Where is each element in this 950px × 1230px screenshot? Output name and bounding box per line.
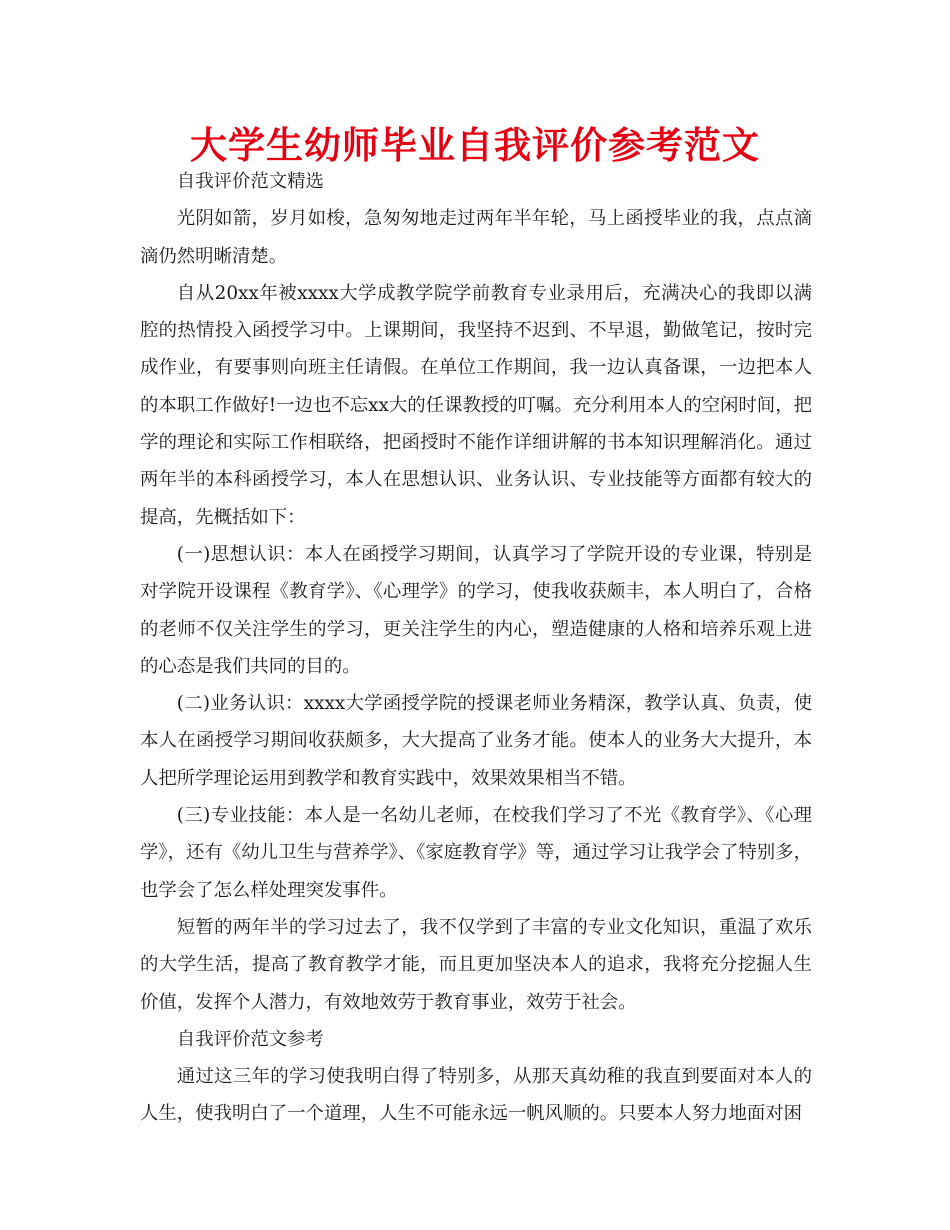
paragraph-skills: (三)专业技能：本人是一名幼儿老师，在校我们学习了不光《教育学》、《心理学》，还有《幼儿卫生与营养学》、《家庭教育学》等，通过学习让我学会了特别多，也学会了怎么样处理突发事件。 — [140, 805, 812, 901]
paragraph-intro: 光阴如箭，岁月如梭，急匆匆地走过两年半年轮，马上函授毕业的我，点点滴滴仍然明晰清楚。 — [140, 208, 812, 267]
section-heading-selected: 自我评价范文精选 — [176, 171, 324, 192]
paragraph-summary: 短暂的两年半的学习过去了，我不仅学到了丰富的专业文化知识，重温了欢乐的大学生活，提高了教育教学才能，而且更加坚决本人的追求，我将充分挖掘人生价值，发挥个人潜力，有效地效劳于教育事业，效劳于社会。 — [140, 916, 812, 1013]
paragraph-professional: (二)业务认识：xxxx大学函授学院的授课老师业务精深，教学认真、负责，使本人在函授学习期间收获颇多，大大提高了业务才能。使本人的业务大大提升，本人把所学理论运用到教学和教育实践中，效果效果相当不错。 — [140, 693, 812, 789]
section-heading-reference: 自我评价范文参考 — [176, 1028, 324, 1050]
paragraph-ideological: (一)思想认识：本人在函授学习期间，认真学习了学院开设的专业课，特别是对学院开设课程《教育学》、《心理学》的学习，使我收获颇丰，本人明白了，合格的老师不仅关注学生的学习，更关注学生的内心，塑造健康的人格和培养乐观上进的心态是我们共同的目的。 — [140, 543, 812, 677]
paragraph-study-overview: 自从20xx年被xxxx大学成教学院学前教育专业录用后，充满决心的我即以满腔的热情投入函授学习中。上课期间，我坚持不迟到、不早退，勤做笔记，按时完成作业，有要事则向班主任请假。在单位工作期间，我一边认真备课，一边把本人的本职工作做好!一边也不忘xx大的任课教授的叮嘱。充分利用本人的空闲时间，把学的理论和实际工作相联络，把函授时不能作详细讲解的书本知识理解消化。通过两年半的本科函授学习，本人在思想认识、业务认识、专业技能等方面都有较大的提高，先概括如下： — [140, 282, 812, 528]
document-title: 大学生幼师毕业自我评价参考范文 — [190, 124, 760, 167]
paragraph-reference-start: 通过这三年的学习使我明白得了特别多，从那天真幼稚的我直到要面对本人的人生，使我明白了一个道理，人生不可能永远一帆风顺的。只要本人努力地面对困 — [140, 1066, 812, 1125]
document-body — [140, 163, 812, 1133]
